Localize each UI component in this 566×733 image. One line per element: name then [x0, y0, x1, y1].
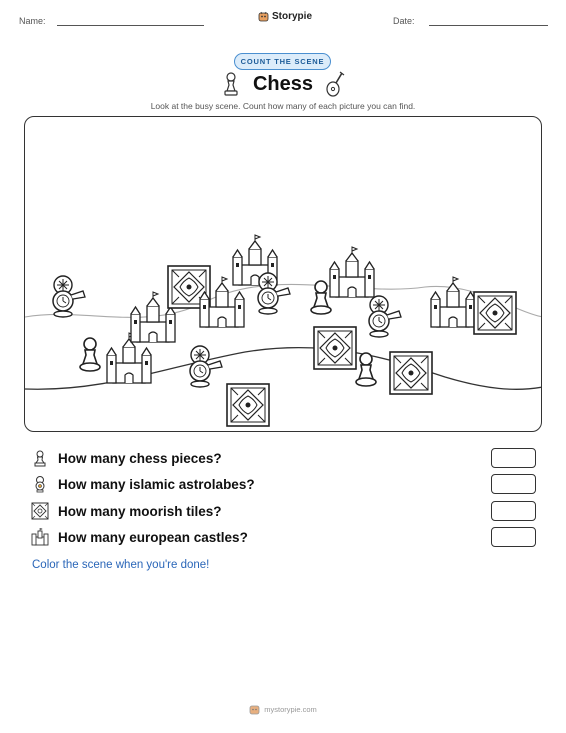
name-label: Name: — [19, 16, 46, 26]
question-row — [31, 447, 536, 469]
storypie-footer-icon — [249, 704, 260, 715]
scene-astrolabe — [53, 276, 85, 317]
question-row — [31, 526, 536, 548]
scene-astrolabe — [258, 273, 290, 314]
date-field[interactable] — [429, 25, 548, 26]
european-castle-icon — [31, 528, 49, 546]
scene-illustration — [25, 117, 542, 432]
moorish-tile-icon — [31, 502, 49, 520]
scene-chess-pawn — [80, 338, 100, 371]
date-label: Date: — [393, 16, 415, 26]
color-instruction: Color the scene when you're done! — [32, 559, 210, 571]
instructions: Look at the busy scene. Count how many of each picture you can find. — [150, 101, 416, 111]
brand-name: Storypie — [272, 11, 313, 22]
name-field[interactable] — [57, 25, 204, 26]
scene-astrolabe — [369, 296, 401, 337]
footer — [0, 704, 566, 715]
scene-moorish-tile — [314, 327, 356, 369]
brand-logo — [258, 11, 312, 22]
scene-astrolabe — [190, 346, 222, 387]
chess-pawn-icon — [31, 449, 49, 467]
question-row — [31, 473, 536, 495]
answer-box[interactable] — [491, 501, 536, 521]
footer-url: mystorypie.com — [264, 705, 317, 714]
question-text: How many islamic astrolabes? — [58, 476, 255, 492]
scene-european-castle — [431, 277, 475, 327]
question-text: How many moorish tiles? — [58, 503, 222, 519]
astrolabe-icon — [31, 475, 49, 493]
scene-european-castle — [330, 247, 374, 297]
page-title: Chess — [252, 73, 314, 95]
question-row — [31, 500, 536, 522]
question-text: How many chess pieces? — [58, 450, 222, 466]
scene-moorish-tile — [390, 352, 432, 394]
question-text: How many european castles? — [58, 529, 248, 545]
busy-scene — [24, 116, 542, 432]
storypie-logo-icon — [258, 11, 269, 22]
scene-moorish-tile — [474, 292, 516, 334]
activity-badge: COUNT THE SCENE — [234, 53, 331, 70]
scene-chess-pawn — [356, 353, 376, 386]
answer-box[interactable] — [491, 448, 536, 468]
lute-decoration-icon — [325, 70, 345, 98]
answer-box[interactable] — [491, 527, 536, 547]
scene-moorish-tile — [227, 384, 269, 426]
answer-box[interactable] — [491, 474, 536, 494]
